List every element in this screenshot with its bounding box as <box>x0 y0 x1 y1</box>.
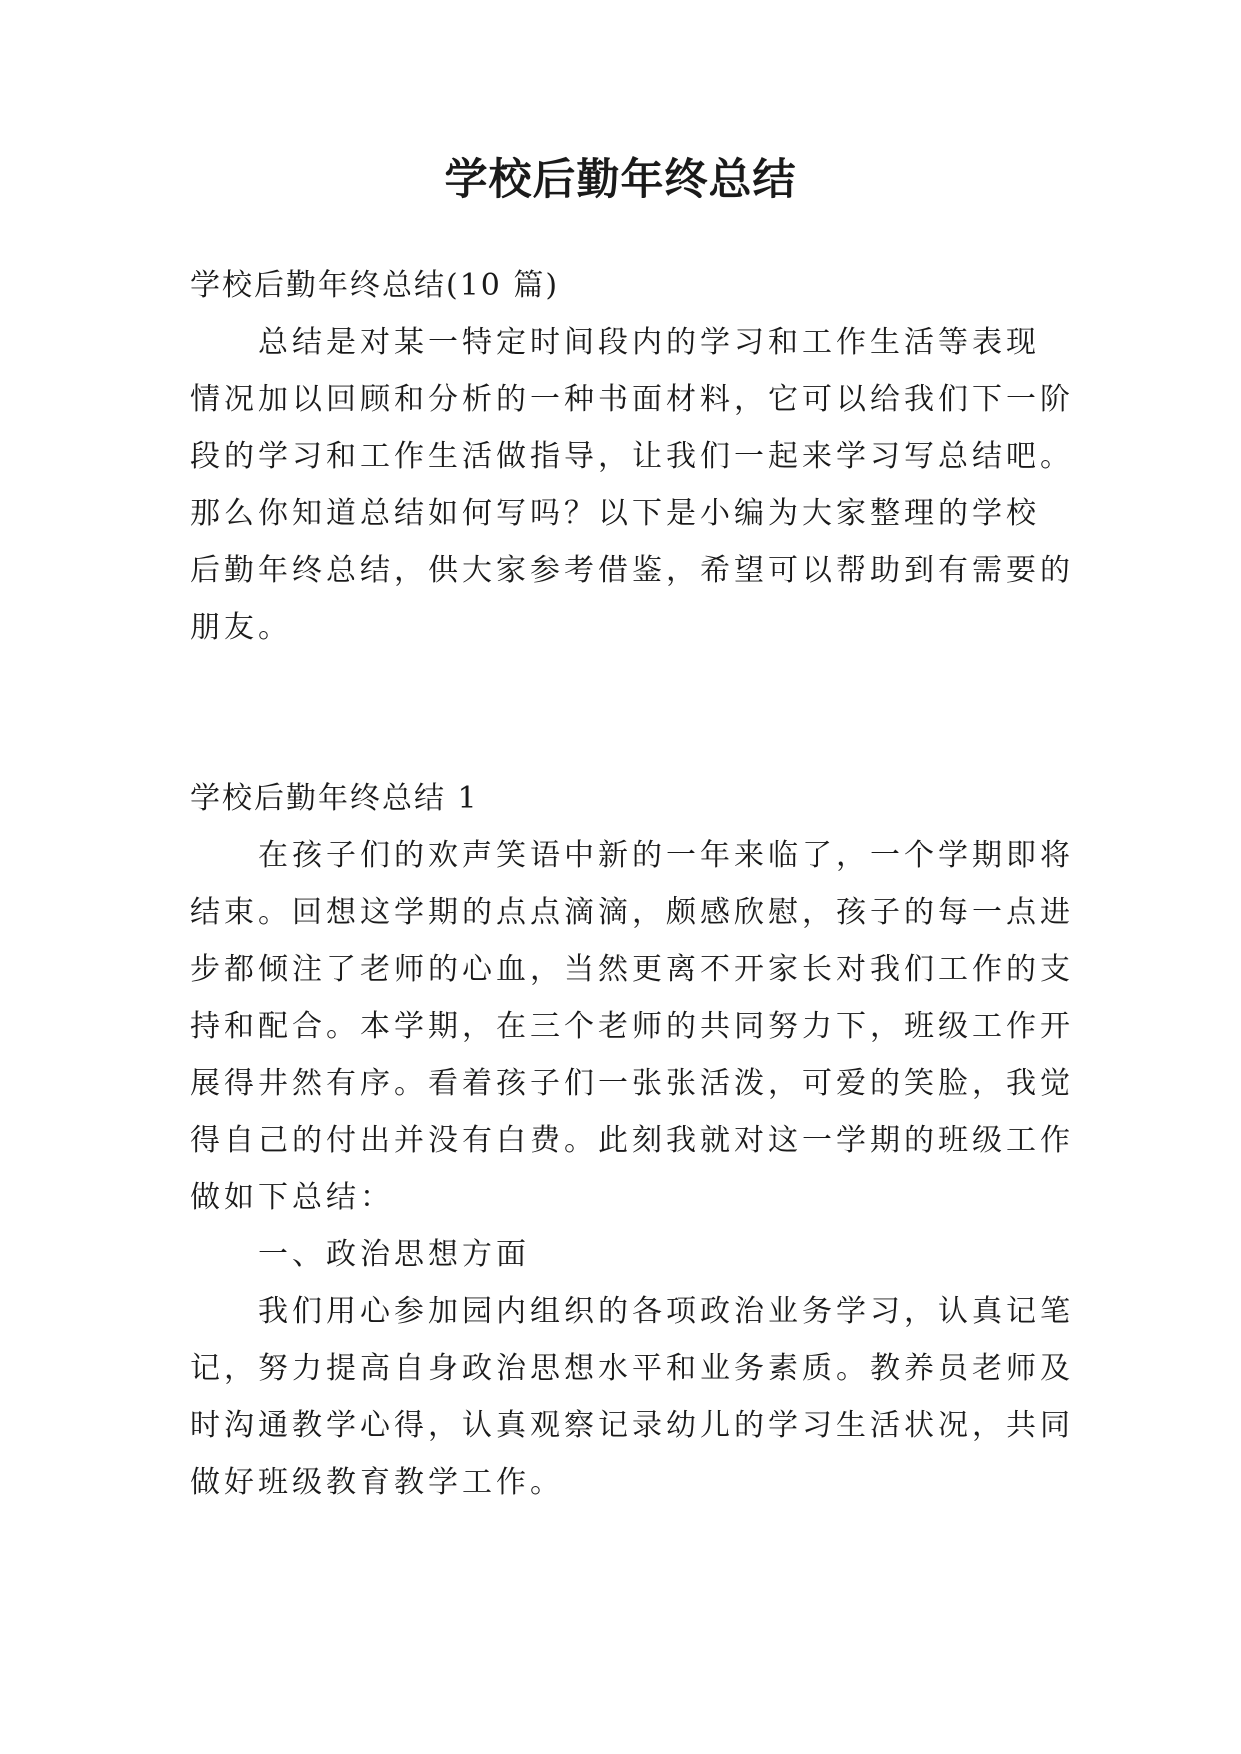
section-spacer <box>190 656 1070 770</box>
section-paragraph <box>190 827 1074 1226</box>
document-body <box>190 257 1074 1511</box>
paragraph-line: 段的学习和工作生活做指导，让我们一起来学习写总结吧。 <box>190 439 1074 474</box>
document-title: 学校后勤年终总结 <box>444 155 797 205</box>
subsection-heading: 一、政治思想方面 <box>258 1237 530 1272</box>
paragraph-line: 我们用心参加园内组织的各项政治业务学习，认真记笔 <box>258 1294 1074 1329</box>
paragraph-line: 总结是对某一特定时间段内的学习和工作生活等表现 <box>258 325 1040 360</box>
paragraph-line: 时沟通教学心得，认真观察记录幼儿的学习生活状况，共同 <box>190 1408 1074 1443</box>
paragraph-line: 得自己的付出并没有白费。此刻我就对这一学期的班级工作 <box>190 1123 1074 1158</box>
paragraph-line: 情况加以回顾和分析的一种书面材料，它可以给我们下一阶 <box>190 382 1074 417</box>
section-paragraph <box>190 1283 1074 1511</box>
paragraph-line: 步都倾注了老师的心血，当然更离不开家长对我们工作的支 <box>190 952 1074 987</box>
paragraph-line: 记，努力提高自身政治思想水平和业务素质。教养员老师及 <box>190 1351 1074 1386</box>
intro-paragraph <box>190 314 1074 656</box>
paragraph-line: 在孩子们的欢声笑语中新的一年来临了，一个学期即将 <box>258 838 1074 873</box>
intro-heading: 学校后勤年终总结(10 篇) <box>190 268 560 303</box>
paragraph-line: 朋友。 <box>190 610 292 645</box>
paragraph-line: 持和配合。本学期，在三个老师的共同努力下，班级工作开 <box>190 1009 1074 1044</box>
paragraph-line: 做如下总结： <box>190 1180 394 1215</box>
paragraph-line: 那么你知道总结如何写吗？以下是小编为大家整理的学校 <box>190 496 1040 531</box>
section-heading: 学校后勤年终总结 1 <box>190 781 479 816</box>
paragraph-line: 做好班级教育教学工作。 <box>190 1465 564 1500</box>
paragraph-line: 结束。回想这学期的点点滴滴，颇感欣慰，孩子的每一点进 <box>190 895 1074 930</box>
paragraph-line: 展得井然有序。看着孩子们一张张活泼，可爱的笑脸，我觉 <box>190 1066 1074 1101</box>
paragraph-line: 后勤年终总结，供大家参考借鉴，希望可以帮助到有需要的 <box>190 553 1074 588</box>
